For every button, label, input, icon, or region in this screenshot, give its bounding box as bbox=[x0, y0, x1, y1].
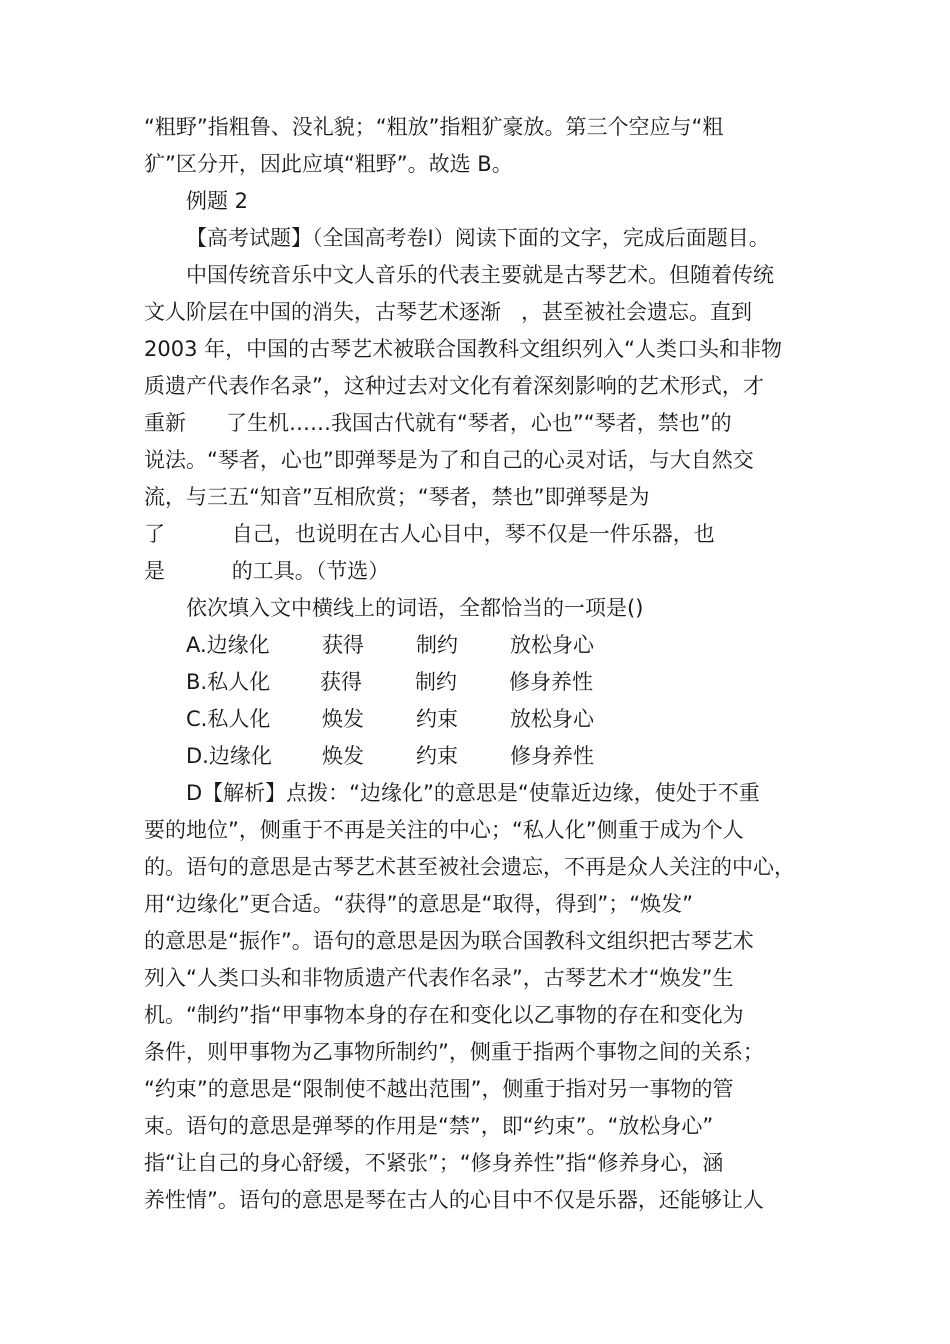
option-a-word3: 制约 bbox=[416, 633, 458, 657]
option-d-word1: D.边缘化 bbox=[186, 744, 272, 768]
passage-line: 重新 了生机……我国古代就有“琴者，心也”“琴者，禁也”的 bbox=[144, 411, 732, 435]
passage-line: 了 自己，也说明在古人心目中，琴不仅是一件乐器，也 bbox=[144, 522, 715, 546]
analysis-line: 条件，则甲事物为乙事物所制约”，侧重于指两个事物之间的关系； bbox=[144, 1040, 764, 1064]
option-c-word3: 约束 bbox=[416, 707, 458, 731]
analysis-line: 的。语句的意思是古琴艺术甚至被社会遗忘，不再是众人关注的中心， bbox=[144, 855, 795, 879]
analysis-line: 指“让自己的身心舒缓，不紧张”；“修身养性”指“修养身心，涵 bbox=[144, 1151, 724, 1175]
analysis-line: 束。语句的意思是弹琴的作用是“禁”，即“约束”。“放松身心” bbox=[144, 1114, 714, 1138]
question-line: 依次填入文中横线上的词语，全都恰当的一项是() bbox=[186, 596, 644, 620]
option-b-word3: 制约 bbox=[415, 670, 457, 694]
analysis-line: “约束”的意思是“限制使不越出范围”，侧重于指对另一事物的管 bbox=[144, 1077, 734, 1101]
analysis-line: 列入“人类口头和非物质遗产代表作名录”，古琴艺术才“焕发”生 bbox=[144, 966, 734, 990]
option-b-word2: 获得 bbox=[320, 670, 362, 694]
option-a-word2: 获得 bbox=[322, 633, 364, 657]
passage-line: 文人阶层在中国的消失，古琴艺术逐渐 ，甚至被社会遗忘。直到 bbox=[144, 300, 753, 324]
option-a-word1: A.边缘化 bbox=[186, 633, 270, 657]
analysis-line: 要的地位”，侧重于不再是关注的中心；“私人化”侧重于成为个人 bbox=[144, 818, 744, 842]
analysis-line: 机。“制约”指“甲事物本身的存在和变化以乙事物的存在和变化为 bbox=[144, 1003, 744, 1027]
passage-line: 流，与三五“知音”互相欣赏；“琴者，禁也”即弹琴是为 bbox=[144, 485, 650, 509]
passage-line: 说法。“琴者，心也”即弹琴是为了和自己的心灵对话，与大自然交 bbox=[144, 448, 754, 472]
option-b-word1: B.私人化 bbox=[186, 670, 271, 694]
passage-line: 质遗产代表作名录”，这种过去对文化有着深刻影响的艺术形式，才 bbox=[144, 374, 764, 398]
option-d-word4: 修身养性 bbox=[510, 744, 594, 768]
passage-line: 中国传统音乐中文人音乐的代表主要就是古琴艺术。但随着传统 bbox=[186, 263, 774, 287]
option-c-word2: 焕发 bbox=[322, 707, 364, 731]
option-d-word2: 焕发 bbox=[322, 744, 364, 768]
option-c-word4: 放松身心 bbox=[510, 707, 594, 731]
continuation-line-2: 犷”区分开，因此应填“粗野”。故选 B。 bbox=[144, 152, 513, 176]
option-a-word4: 放松身心 bbox=[510, 633, 594, 657]
option-b-word4: 修身养性 bbox=[509, 670, 593, 694]
continuation-line-1: “粗野”指粗鲁、没礼貌；“粗放”指粗犷豪放。第三个空应与“粗 bbox=[144, 115, 724, 139]
analysis-line: 养性情”。语句的意思是琴在古人的心目中不仅是乐器，还能够让人 bbox=[144, 1188, 764, 1212]
option-d-word3: 约束 bbox=[416, 744, 458, 768]
analysis-line: 的意思是“振作”。语句的意思是因为联合国教科文组织把古琴艺术 bbox=[144, 929, 754, 953]
analysis-line: D【解析】点拨：“边缘化”的意思是“使靠近边缘，使处于不重 bbox=[186, 781, 760, 805]
source-line: 【高考试题】（全国高考卷Ⅰ）阅读下面的文字，完成后面题目。 bbox=[186, 226, 770, 250]
passage-line: 2003 年，中国的古琴艺术被联合国教科文组织列入“人类口头和非物 bbox=[144, 337, 782, 361]
option-c-word1: C.私人化 bbox=[186, 707, 271, 731]
analysis-line: 用“边缘化”更合适。“获得”的意思是“取得，得到”；“焕发” bbox=[144, 892, 694, 916]
example-title: 例题 2 bbox=[186, 189, 249, 213]
passage-line: 是 的工具。（节选） bbox=[144, 559, 390, 583]
